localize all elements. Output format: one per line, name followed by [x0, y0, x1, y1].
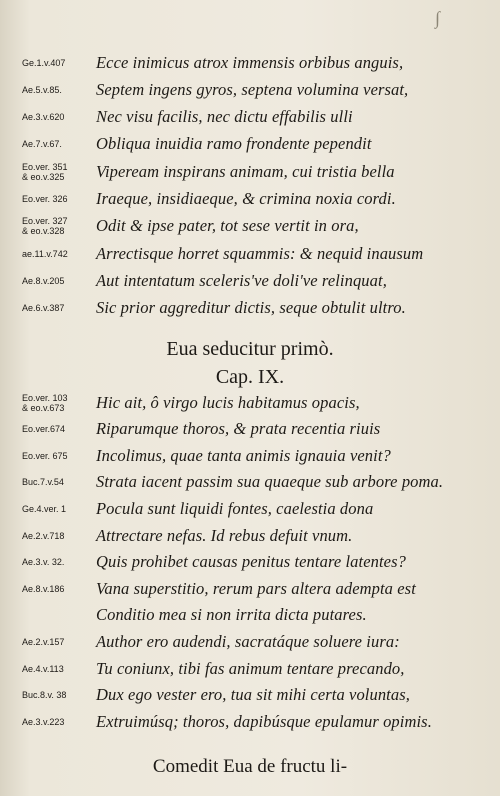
- verse-text: Iraeque, insidiaeque, & crimina noxia cordi.: [96, 189, 396, 208]
- reference-part: Ae.3.v.223: [22, 716, 65, 727]
- verse-text: Ecce inimicus atrox immensis orbibus anguis,: [96, 52, 404, 72]
- verse-line: [22, 631, 492, 657]
- verse-reference: [22, 712, 96, 732]
- verse-text: Tu coniunx, tibi fas animum tentare precando,: [96, 658, 405, 678]
- verse-line: [22, 392, 492, 418]
- verse-text: Attrectare nefas. Id rebus defuit vnum.: [96, 525, 353, 545]
- reference-part: Ae.8.v.186: [22, 583, 65, 594]
- verse-line: [22, 243, 492, 269]
- verse-reference: [22, 472, 96, 492]
- verse-reference: [22, 53, 96, 73]
- reference-part: ae.11.v.742: [22, 248, 68, 259]
- reference-part: Ae.5.v.85.: [22, 84, 62, 95]
- reference-part: Ae.3.v. 32.: [22, 557, 65, 568]
- reference-part: Buc.8.v. 38: [22, 690, 67, 701]
- verse-text: Arrectisque horret squammis: & nequid inausum: [96, 243, 424, 263]
- verse-reference: [22, 189, 96, 209]
- reference-part: Ae.4.v.113: [22, 663, 64, 674]
- verse-text: Sic prior aggreditur dictis, seque obtulit ultro.: [96, 298, 406, 318]
- verse-text: Aut intentatum sceleris've doli've relinquat,: [96, 270, 387, 290]
- verse-line: [22, 270, 492, 296]
- verse-reference: [22, 579, 96, 599]
- verse-text: Incolimus, quae tanta animis ignauia venit?: [96, 445, 391, 465]
- verse-text: Obliqua inuidia ramo frondente pependit: [96, 134, 372, 154]
- reference-part: Eo.ver. 326: [22, 194, 68, 204]
- verse-reference: [22, 446, 96, 466]
- verse-reference: [22, 216, 96, 236]
- verse-line: [22, 189, 492, 215]
- verse-reference: [22, 632, 96, 652]
- reference-part: Eo.ver. 103: [22, 392, 68, 403]
- verse-reference: [22, 526, 96, 546]
- verse-text: Riparumque thoros, & prata recentia riuis: [96, 419, 381, 439]
- reference-part: Ae.7.v.67.: [22, 139, 62, 150]
- verse-line: [22, 658, 492, 684]
- verse-reference: [22, 685, 96, 705]
- reference-part: & eo.v.325: [22, 171, 65, 182]
- reference-part: Eo.ver. 351: [22, 161, 68, 172]
- verse-line: [22, 419, 492, 445]
- section-heading-chapter: Cap. IX.: [215, 366, 285, 388]
- reference-part: Ae.6.v.387: [22, 303, 65, 314]
- verse-line: [22, 298, 492, 324]
- verse-reference: [22, 659, 96, 679]
- reference-part: Eo.ver.674: [22, 424, 66, 435]
- verse-line: [22, 445, 492, 471]
- verse-line: [22, 525, 492, 551]
- verse-line: [22, 161, 492, 187]
- verse-line: [22, 578, 492, 604]
- verse-line: [22, 52, 492, 78]
- verse-reference: [22, 271, 96, 291]
- verse-line: [22, 498, 492, 524]
- reference-part: Eo.ver. 327: [22, 216, 68, 227]
- reference-part: Ae.3.v.620: [22, 112, 65, 123]
- reference-part: Ge.1.v.407: [22, 57, 66, 68]
- verse-text: Extruimúsq; thoros, dapibúsque epulamur opimis.: [96, 711, 432, 731]
- verse-reference: [22, 298, 96, 318]
- verse-reference: [22, 80, 96, 100]
- catchline: Comedit Eua de fructu li-: [152, 756, 348, 777]
- verse-text: Strata iacent passim sua quaeque sub arbore poma.: [96, 472, 444, 492]
- verse-line: [22, 685, 492, 711]
- verse-text: Pocula sunt liquidi fontes, caelestia dona: [96, 498, 374, 518]
- reference-part: & eo.v.673: [22, 402, 65, 413]
- verse-text: Vipeream inspirans animam, cui tristia bella: [96, 161, 395, 181]
- verse-reference: [22, 107, 96, 127]
- verse-reference: [22, 393, 96, 413]
- verse-text: Hic ait, ô virgo lucis habitamus opacis,: [96, 392, 360, 412]
- verse-reference: [22, 162, 96, 182]
- section-heading-title: Eua seducitur primò.: [166, 338, 334, 360]
- verse-reference: [22, 552, 96, 572]
- verse-line: [22, 472, 492, 498]
- verse-line: [22, 107, 492, 133]
- verse-line: [22, 711, 492, 737]
- verse-reference: [22, 419, 96, 439]
- verse-text: Vana superstitio, rerum pars altera adempta est: [96, 578, 416, 598]
- verse-text: Septem ingens gyros, septena volumina versat,: [96, 79, 409, 99]
- reference-part: & eo.v.328: [22, 226, 65, 237]
- verse-line: [22, 552, 492, 578]
- verse-text: Nec visu facilis, nec dictu effabilis ulli: [96, 107, 353, 127]
- reference-part: Ae.2.v.157: [22, 636, 65, 647]
- reference-part: Buc.7.v.54: [22, 477, 64, 488]
- verse-line: [22, 79, 492, 105]
- verse-text: Author ero audendi, sacratáque soluere iura:: [96, 631, 400, 651]
- verse-text: Conditio mea si non irrita dicta putares.: [96, 605, 367, 625]
- reference-part: Ae.8.v.205: [22, 275, 65, 286]
- verse-reference: [22, 134, 96, 154]
- reference-part: Ae.2.v.718: [22, 530, 65, 541]
- verse-reference: [22, 499, 96, 519]
- verse-text: Dux ego vester ero, tua sit mihi certa voluntas,: [96, 685, 410, 705]
- verse-line: [22, 134, 492, 160]
- verse-text: Quis prohibet causas penitus tentare latentes?: [96, 552, 406, 572]
- reference-part: Eo.ver. 675: [22, 450, 68, 461]
- verse-line: [22, 605, 492, 631]
- reference-part: Ge.4.ver. 1: [22, 503, 67, 514]
- verse-text: Odit & ipse pater, tot sese vertit in ora,: [96, 216, 359, 236]
- verse-line: [22, 216, 492, 242]
- verse-reference: [22, 244, 96, 264]
- corner-mark: ∫: [435, 8, 440, 28]
